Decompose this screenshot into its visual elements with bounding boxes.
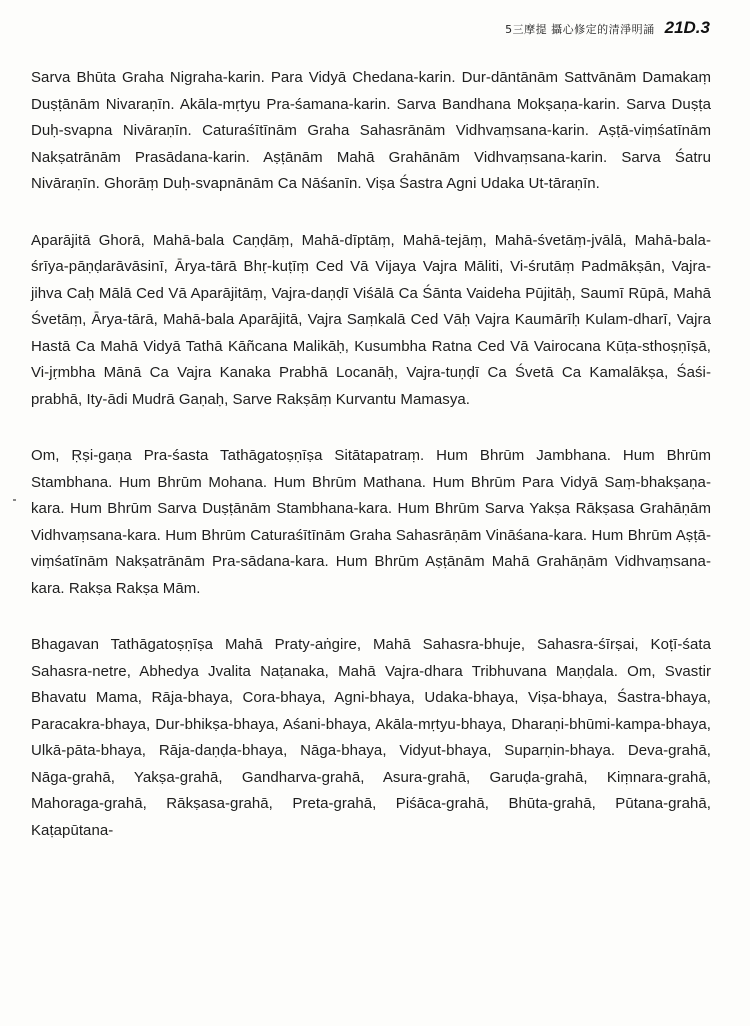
paragraph-1: Sarva Bhūta Graha Nigraha-karin. Para Vidyā Chedana-karin. Dur-dāntānām Sattvānām Damakaṃ Duṣṭānām Nivaraṇīn. Akāla-mṛtyu Pra-śamana-karin. Sarva Bandhana Mokṣaṇa-karin. Sarva Duṣṭa Duḥ-svapna Nivāraṇīn. Caturaśītīnām Graha Sahasrānām Vidhvaṃsana-karin. Aṣṭā-viṃśatīnām Nakṣatrānām Prasādana-karin. Aṣṭānām Mahā Grahānām Vidhvaṃsana-karin. Sarva Śatru Nivāraṇīn. Ghorāṃ Duḥ-svapnānām Ca Nāśanīn. Viṣa Śastra Agni Udaka Ut-tāraṇīn. bbox=[31, 69, 711, 192]
header-subtitle: 5三摩提 攝心修定的清淨明誦 bbox=[505, 23, 655, 36]
paragraph-2: Aparājitā Ghorā, Mahā-bala Caṇḍāṃ, Mahā-dīptāṃ, Mahā-tejāṃ, Mahā-śvetāṃ-jvālā, Mahā-bala-śrīya-pāṇḍarāvāsinī, Ārya-tārā Bhṛ-kuṭīṃ Ced Vā Vijaya Vajra Māliti, Vi-śrutāṃ Padmākṣān, Vajra-jihva Caḥ Mālā Ced Vā Aparājitāṃ, Vajra-daṇḍī Viśālā Ca Śānta Vaideha Pūjitāḥ, Saumī Rūpā, Mahā Śvetāṃ, Ārya-tārā, Mahā-bala Aparājitā, Vajra Saṃkalā Ced Vāḥ Vajra Kaumārīḥ Kulam-dharī, Vajra Hastā Ca Mahā Vidyā Tathā Kāñcana Malikāḥ, Kusumbha Ratna Ced Vā Vairocana Kūṭa-sthoṣṇīṣā, Vi-jṛmbha Mānā Ca Vajra Kanaka Prabhā Locanāḥ, Vajra-tuṇḍī Ca Śvetā Ca Kamalākṣa, Śaśi-prabhā, Ity-ādi Mudrā Gaṇaḥ, Sarve Rakṣāṃ Kurvantu Mamasya. bbox=[31, 231, 711, 408]
margin-mark bbox=[13, 499, 16, 501]
page-header bbox=[505, 18, 710, 38]
page-code: 21D.3 bbox=[664, 18, 710, 37]
document-body bbox=[31, 65, 711, 874]
paragraph-3: Om, Ṛṣi-gaṇa Pra-śasta Tathāgatoṣṇīṣa Sitātapatraṃ. Hum Bhrūm Jambhana. Hum Bhrūm Stambhana. Hum Bhrūm Mohana. Hum Bhrūm Mathana. Hum Bhrūm Para Vidyā Saṃ-bhakṣaṇa-kara. Hum Bhrūm Sarva Duṣṭānām Stambhana-kara. Hum Bhrūm Sarva Yakṣa Rākṣasa Grahāṇām Vidhvaṃsana-kara. Hum Bhrūm Caturaśītīnām Graha Sahasrāṇām Vināśana-kara. Hum Bhrūm Aṣṭā-viṃśatīnām Nakṣatrānām Pra-sādana-kara. Hum Bhrūm Aṣṭānām Mahā Grahāṇām Vidhvaṃsana-kara. Rakṣa Rakṣa Mām. bbox=[31, 447, 711, 597]
paragraph-4: Bhagavan Tathāgatoṣṇīṣa Mahā Praty-aṅgire, Mahā Sahasra-bhuje, Sahasra-śīrṣai, Koṭī-śata Sahasra-netre, Abhedya Jvalita Naṭanaka, Mahā Vajra-dhara Tribhuvana Maṇḍala. Om, Svastir Bhavatu Mama, Rāja-bhaya, Cora-bhaya, Agni-bhaya, Udaka-bhaya, Viṣa-bhaya, Śastra-bhaya, Paracakra-bhaya, Dur-bhikṣa-bhaya, Aśani-bhaya, Akāla-mṛtyu-bhaya, Dharaṇi-bhūmi-kampa-bhaya, Ulkā-pāta-bhaya, Rāja-daṇḍa-bhaya, Nāga-bhaya, Vidyut-bhaya, Suparṇin-bhaya. Deva-grahā, Nāga-grahā, Yakṣa-grahā, Gandharva-grahā, Asura-grahā, Garuḍa-grahā, Kiṃnara-grahā, Mahoraga-grahā, Rākṣasa-grahā, Preta-grahā, Piśāca-grahā, Bhūta-grahā, Pūtana-grahā, Kaṭapūtana- bbox=[31, 636, 711, 839]
